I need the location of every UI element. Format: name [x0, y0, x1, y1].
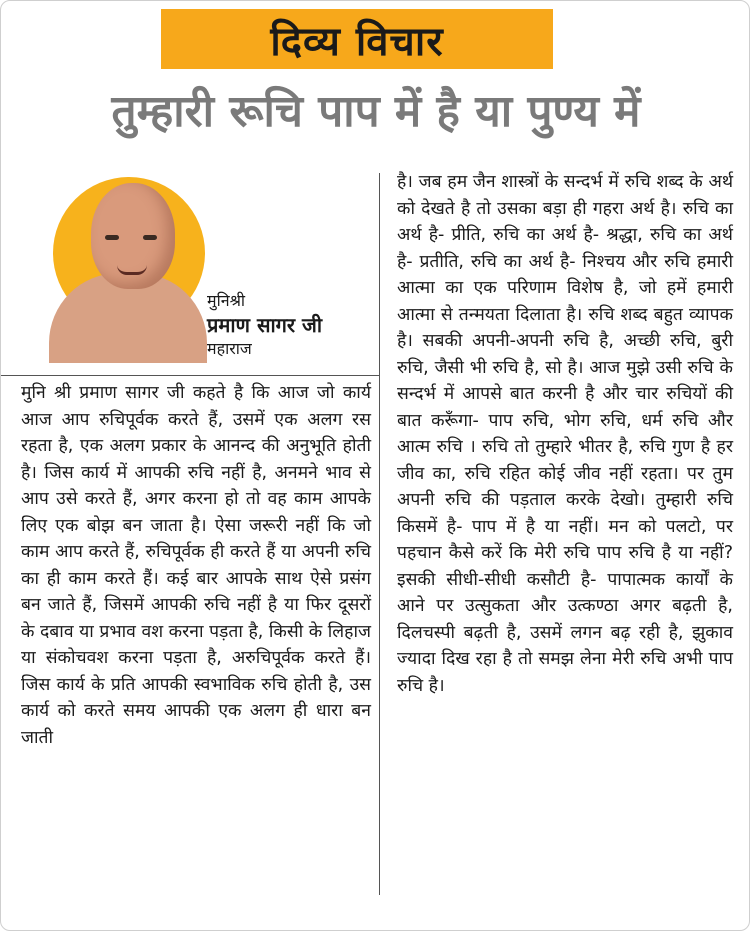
section-title: दिव्य विचार	[270, 18, 444, 65]
photo-mouth	[117, 265, 147, 275]
author-photo	[49, 173, 209, 363]
photo-eye-left	[105, 235, 119, 240]
byline-suffix: महाराज	[207, 339, 252, 358]
article-column-left: मुनि श्री प्रमाण सागर जी कहते है कि आज जो कार्य आज आप रुचिपूर्वक करते हैं, उसमें एक अलग रस रहता है, एक अलग प्रकार के आनन्द की अनुभूति होती है। जिस कार्य में आपकी रुचि नहीं है, अनमने भाव से आप उसे करते हैं, अगर करना हो तो वह काम आपके लिए एक बोझ बन जाता है। ऐसा जरूरी नहीं कि जो काम आप करते हैं, रुचिपूर्वक ही करते हैं या अपनी रुचि का ही काम करते हैं। कई बार आपके साथ ऐसे प्रसंग बन जाते हैं, जिसमें आपकी रुचि नहीं है या फिर दूसरों के दबाव या प्रभाव वश करना पड़ता है, किसी के लिहाज या संकोचवश करना पड़ता है, अरुचिपूर्वक करते हैं। जिस कार्य के प्रति आपकी स्वभाविक रुचि होती है, उस कार्य को करते समय आपकी एक अलग ही धारा बन जाती	[21, 383, 371, 748]
section-banner	[161, 9, 553, 69]
article-column-right: है। जब हम जैन शास्त्रों के सन्दर्भ में रुचि शब्द के अर्थ को देखते है तो उसका बड़ा ही गहरा अर्थ है। रुचि का अर्थ है- प्रीति, रुचि का अर्थ है- श्रद्धा, रुचि का अर्थ है- प्रतीति, रुचि का अर्थ है- निश्चय और रुचि हमारी आत्मा का एक परिणाम विशेष है, जो हमें हमारी आत्मा से तन्मयता दिलाता है। रुचि शब्द बहुत व्यापक है। सबकी अपनी-अपनी रुचि है, अच्छी रुचि, बुरी रुचि, जैसी भी रुचि है, सो है। आज मुझे उसी रुचि के सन्दर्भ में आपसे बात करनी है और चार रुचियों की बात करूँगा- पाप रुचि, भोग रुचि, धर्म रुचि और आत्म रुचि । रुचि तो तुम्हारे भीतर है, रुचि गुण है हर जीव का, रुचि रहित कोई जीव नहीं रहता। पर तुम अपनी रुचि की पड़ताल करके देखो। तुम्हारी रुचि किसमें है- पाप में है या नहीं। मन को पलटो, पर पहचान कैसे करें कि मेरी रुचि पाप रुचि है या नहीं? इसकी सीधी-सीधी कसौटी है- पापात्मक कार्यों के आने पर उत्सुकता और उत्कण्ठा अगर बढ़ती है, दिलचस्पी बढ़ती है, उसमें लगन बढ़ रही है, झुकाव ज्यादा दिख रहा है तो समझ लेना मेरी रुचि अभी पाप रुचि है।	[397, 172, 733, 696]
byline-name: प्रमाण सागर जी	[207, 313, 323, 337]
photo-eye-right	[143, 235, 157, 240]
byline-prefix: मुनिश्री	[207, 291, 246, 310]
author-byline	[207, 289, 322, 361]
article-headline: तुम्हारी रूचि पाप में है या पुण्य में	[111, 86, 641, 137]
column-separator-vertical	[379, 173, 380, 895]
photo-head	[91, 183, 175, 289]
column-separator-horizontal	[1, 375, 379, 376]
